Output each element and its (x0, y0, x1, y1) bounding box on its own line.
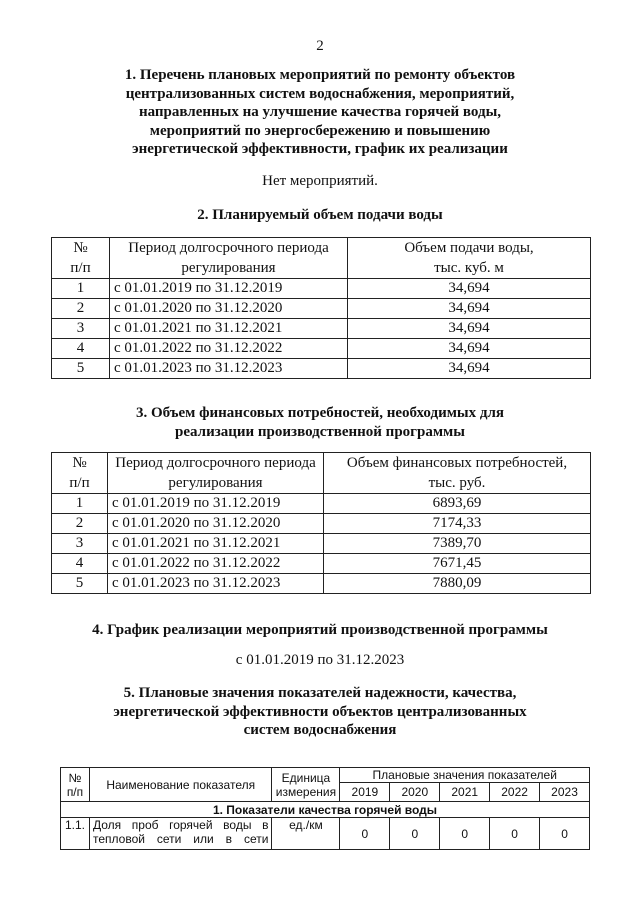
financial-needs-table (51, 452, 591, 594)
section3-title (0, 404, 640, 441)
row-value: 34,694 (348, 359, 591, 379)
table-header-row (61, 768, 590, 783)
row-num: 2 (52, 299, 110, 319)
section1-title-line: энергетической эффективности, график их реализации (132, 141, 508, 157)
row-value: 6893,69 (324, 494, 591, 514)
header-period: Период долгосрочного периода регулирования (110, 238, 348, 279)
header-year: 2020 (390, 783, 440, 802)
page-number: 2 (316, 38, 324, 54)
table-row (52, 359, 591, 379)
row-value: 0 (340, 818, 390, 850)
row-period: с 01.01.2022 по 31.12.2022 (110, 339, 348, 359)
row-value: 0 (390, 818, 440, 850)
header-year: 2023 (540, 783, 590, 802)
section5-title-line: 5. Плановые значения показателей надежности, качества, (123, 685, 517, 701)
header-num: № п/п (52, 453, 108, 494)
row-name: Доля проб горячей воды в тепловой сети или в сети (89, 818, 271, 850)
header-planned: Плановые значения показателей (340, 768, 590, 783)
header-num: № п/п (61, 768, 90, 802)
row-value: 34,694 (348, 319, 591, 339)
row-value: 0 (440, 818, 490, 850)
row-period: с 01.01.2020 по 31.12.2020 (108, 514, 324, 534)
section4-title: 4. График реализации мероприятий производственной программы (92, 622, 548, 638)
table-row (52, 299, 591, 319)
table-row (61, 818, 590, 850)
row-value: 34,694 (348, 339, 591, 359)
row-unit: ед./км (272, 818, 340, 850)
group-title: 1. Показатели качества горячей воды (61, 802, 590, 818)
section1-title-line: централизованных систем водоснабжения, мероприятий, (125, 85, 515, 102)
section4-period: с 01.01.2019 по 31.12.2023 (235, 652, 405, 668)
section1-title-line: 1. Перечень плановых мероприятий по ремонту объектов (124, 67, 516, 83)
row-value: 7671,45 (324, 554, 591, 574)
header-value: Объем подачи воды, тыс. куб. м (348, 238, 591, 279)
water-supply-table (51, 237, 591, 379)
section1-note: Нет мероприятий. (262, 173, 378, 189)
row-value: 34,694 (348, 299, 591, 319)
section1-title-line: направленных на улучшение качества горячей воды, (138, 104, 502, 120)
row-period: с 01.01.2022 по 31.12.2022 (108, 554, 324, 574)
row-num: 5 (52, 574, 108, 594)
section5-title-line: энергетической эффективности объектов централизованных (113, 703, 527, 720)
row-num: 3 (52, 534, 108, 554)
row-num: 1 (52, 279, 110, 299)
header-year: 2021 (440, 783, 490, 802)
header-year: 2019 (340, 783, 390, 802)
section3-title-line: реализации производственной программы (175, 423, 465, 440)
row-num: 1.1. (61, 818, 90, 850)
header-unit: Единица измерения (272, 768, 340, 802)
table-row (52, 319, 591, 339)
header-value: Объем финансовых потребностей, тыс. руб. (324, 453, 591, 494)
row-num: 3 (52, 319, 110, 339)
table-row (52, 494, 591, 514)
section3-title-line: 3. Объем финансовых потребностей, необходимых для (135, 405, 505, 421)
row-period: с 01.01.2023 по 31.12.2023 (110, 359, 348, 379)
group-row (61, 802, 590, 818)
section2-title: 2. Планируемый объем подачи воды (197, 207, 443, 223)
row-value: 7174,33 (324, 514, 591, 534)
section5-title (0, 684, 640, 740)
header-name: Наименование показателя (89, 768, 271, 802)
table-row (52, 554, 591, 574)
table-header-row (52, 453, 591, 494)
row-value: 0 (540, 818, 590, 850)
table-row (52, 534, 591, 554)
row-num: 4 (52, 339, 110, 359)
row-num: 2 (52, 514, 108, 534)
row-value: 7389,70 (324, 534, 591, 554)
row-period: с 01.01.2023 по 31.12.2023 (108, 574, 324, 594)
row-value: 0 (490, 818, 540, 850)
section1-title-line: мероприятий по энергосбережению и повышению (149, 122, 491, 139)
row-period: с 01.01.2020 по 31.12.2020 (110, 299, 348, 319)
table-row (52, 574, 591, 594)
row-num: 5 (52, 359, 110, 379)
row-num: 4 (52, 554, 108, 574)
table-header-row (52, 238, 591, 279)
table-row (52, 339, 591, 359)
row-num: 1 (52, 494, 108, 514)
row-period: с 01.01.2021 по 31.12.2021 (108, 534, 324, 554)
section5-title-line: систем водоснабжения (243, 722, 397, 738)
row-period: с 01.01.2019 по 31.12.2019 (108, 494, 324, 514)
section1-title (0, 66, 640, 159)
row-value: 7880,09 (324, 574, 591, 594)
row-value: 34,694 (348, 279, 591, 299)
header-period: Период долгосрочного периода регулирования (108, 453, 324, 494)
header-year: 2022 (490, 783, 540, 802)
indicators-table (60, 767, 590, 850)
table-row (52, 279, 591, 299)
row-period: с 01.01.2019 по 31.12.2019 (110, 279, 348, 299)
header-num: № п/п (52, 238, 110, 279)
row-period: с 01.01.2021 по 31.12.2021 (110, 319, 348, 339)
table-row (52, 514, 591, 534)
